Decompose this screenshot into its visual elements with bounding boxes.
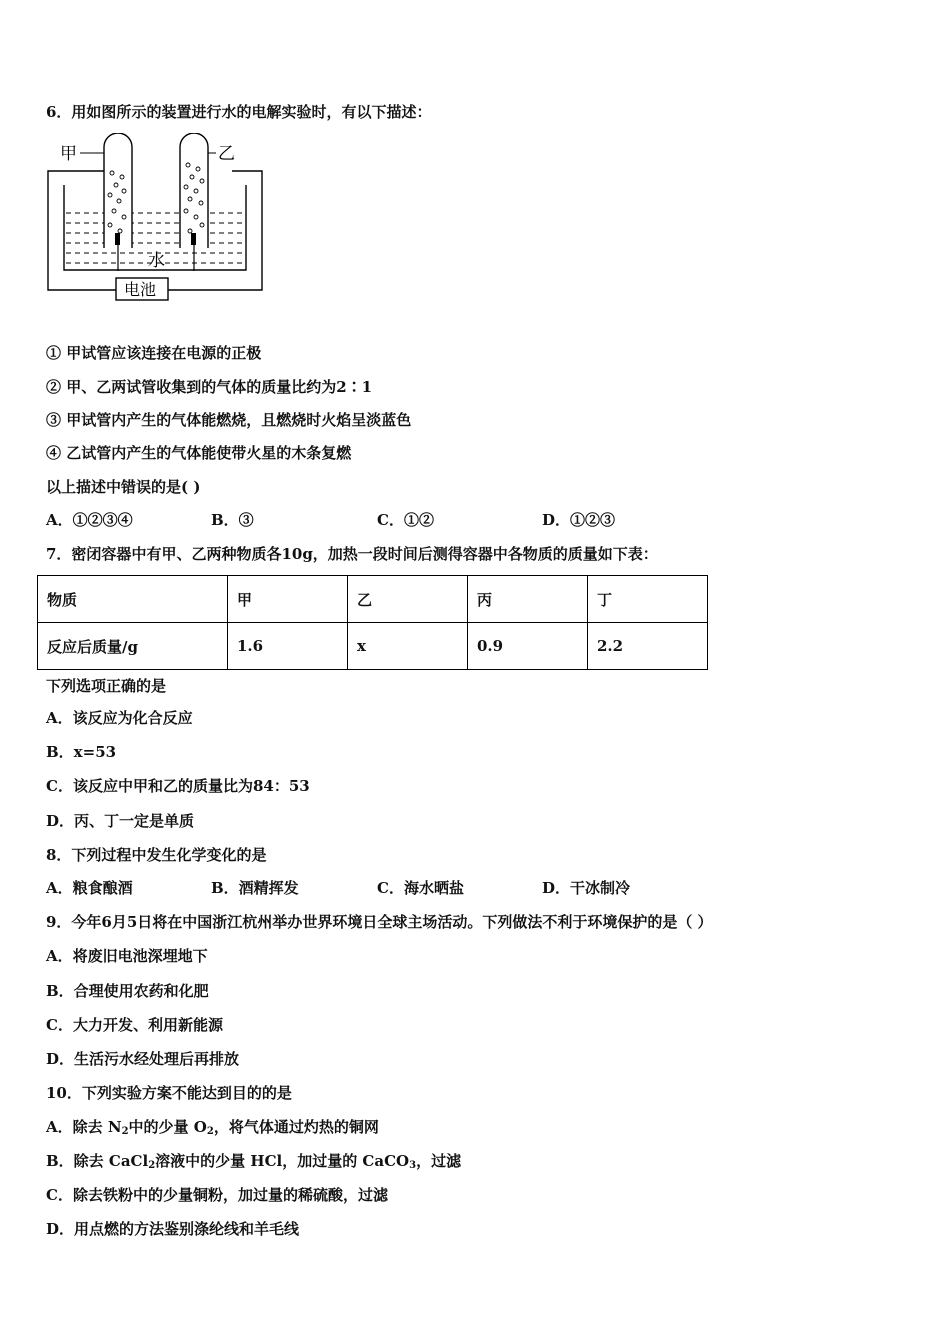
q6-statement-4: ④ 乙试管内产生的气体能使带火星的木条复燃 <box>46 444 352 462</box>
table-cell: 物质 <box>38 576 228 623</box>
label-jia: 甲 <box>60 144 77 164</box>
q9-option-b: B．合理使用农药和化肥 <box>46 982 209 1000</box>
q8-option-b: B．酒精挥发 <box>211 879 299 897</box>
q6-stem: 6．用如图所示的装置进行水的电解实验时，有以下描述： <box>46 103 432 121</box>
label-water: 水 <box>148 251 165 271</box>
q10-stem: 10．下列实验方案不能达到目的的是 <box>46 1084 292 1102</box>
q7-option-a: A．该反应为化合反应 <box>46 709 193 727</box>
q6-option-b: B．③ <box>211 511 254 529</box>
q10-option-a: A．除去 $N_2$中的少量 $O_2$，将气体通过灼热的铜网 <box>46 1118 379 1137</box>
table-cell: 2.2 <box>588 623 708 670</box>
q7-ask: 下列选项正确的是 <box>46 677 167 695</box>
table-cell: 丁 <box>588 576 708 623</box>
table-header-row <box>38 576 708 623</box>
q8-option-c: C．海水晒盐 <box>377 879 464 897</box>
q10-option-d: D．用点燃的方法鉴别涤纶线和羊毛线 <box>46 1220 300 1238</box>
q7-option-d: D．丙、丁一定是单质 <box>46 812 195 830</box>
q9-stem: 9．今年6月5日将在中国浙江杭州举办世界环境日全球主场活动。下列做法不利于环境保护的是（ ） <box>46 913 713 931</box>
q6-option-c: C．①② <box>377 511 434 529</box>
table-cell: x <box>348 623 468 670</box>
q7-option-c: C．该反应中甲和乙的质量比为84：53 <box>46 777 310 795</box>
table-cell: 1.6 <box>228 623 348 670</box>
q8-option-a: A．粮食酿酒 <box>46 879 133 897</box>
q9-option-c: C．大力开发、利用新能源 <box>46 1016 223 1034</box>
q8-option-d: D．干冰制冷 <box>542 879 631 897</box>
table-cell: 丙 <box>468 576 588 623</box>
table-cell: 0.9 <box>468 623 588 670</box>
q7-stem: 7．密闭容器中有甲、乙两种物质各10g，加热一段时间后测得容器中各物质的质量如下表： <box>46 545 658 563</box>
q6-option-a: A．①②③④ <box>46 511 133 529</box>
table-row <box>38 623 708 670</box>
q9-option-d: D．生活污水经处理后再排放 <box>46 1050 240 1068</box>
q10-option-b: B．除去 CaCl$_2$溶液中的少量 HCl，加过量的 CaCO$_3$，过滤 <box>46 1152 462 1171</box>
q7-option-b: B．x=53 <box>46 743 117 761</box>
q6-statement-3: ③ 甲试管内产生的气体能燃烧，且燃烧时火焰呈淡蓝色 <box>46 411 412 429</box>
table-cell: 甲 <box>228 576 348 623</box>
table-cell: 反应后质量/g <box>38 623 228 670</box>
label-yi: 乙 <box>218 144 235 164</box>
q6-statement-1: ① 甲试管应该连接在电源的正极 <box>46 344 262 362</box>
label-battery: 电池 <box>124 280 157 299</box>
table-cell: 乙 <box>348 576 468 623</box>
q9-option-a: A．将废旧电池深埋地下 <box>46 947 208 965</box>
electrolysis-figure <box>44 133 274 307</box>
q6-option-d: D．①②③ <box>542 511 616 529</box>
q6-ask: 以上描述中错误的是( ) <box>46 478 201 496</box>
q6-statement-2: ② 甲、乙两试管收集到的气体的质量比约为2∶1 <box>46 378 373 396</box>
mass-table <box>37 575 708 670</box>
q8-stem: 8．下列过程中发生化学变化的是 <box>46 846 267 864</box>
q10-option-c: C．除去铁粉中的少量铜粉，加过量的稀硫酸，过滤 <box>46 1186 388 1204</box>
